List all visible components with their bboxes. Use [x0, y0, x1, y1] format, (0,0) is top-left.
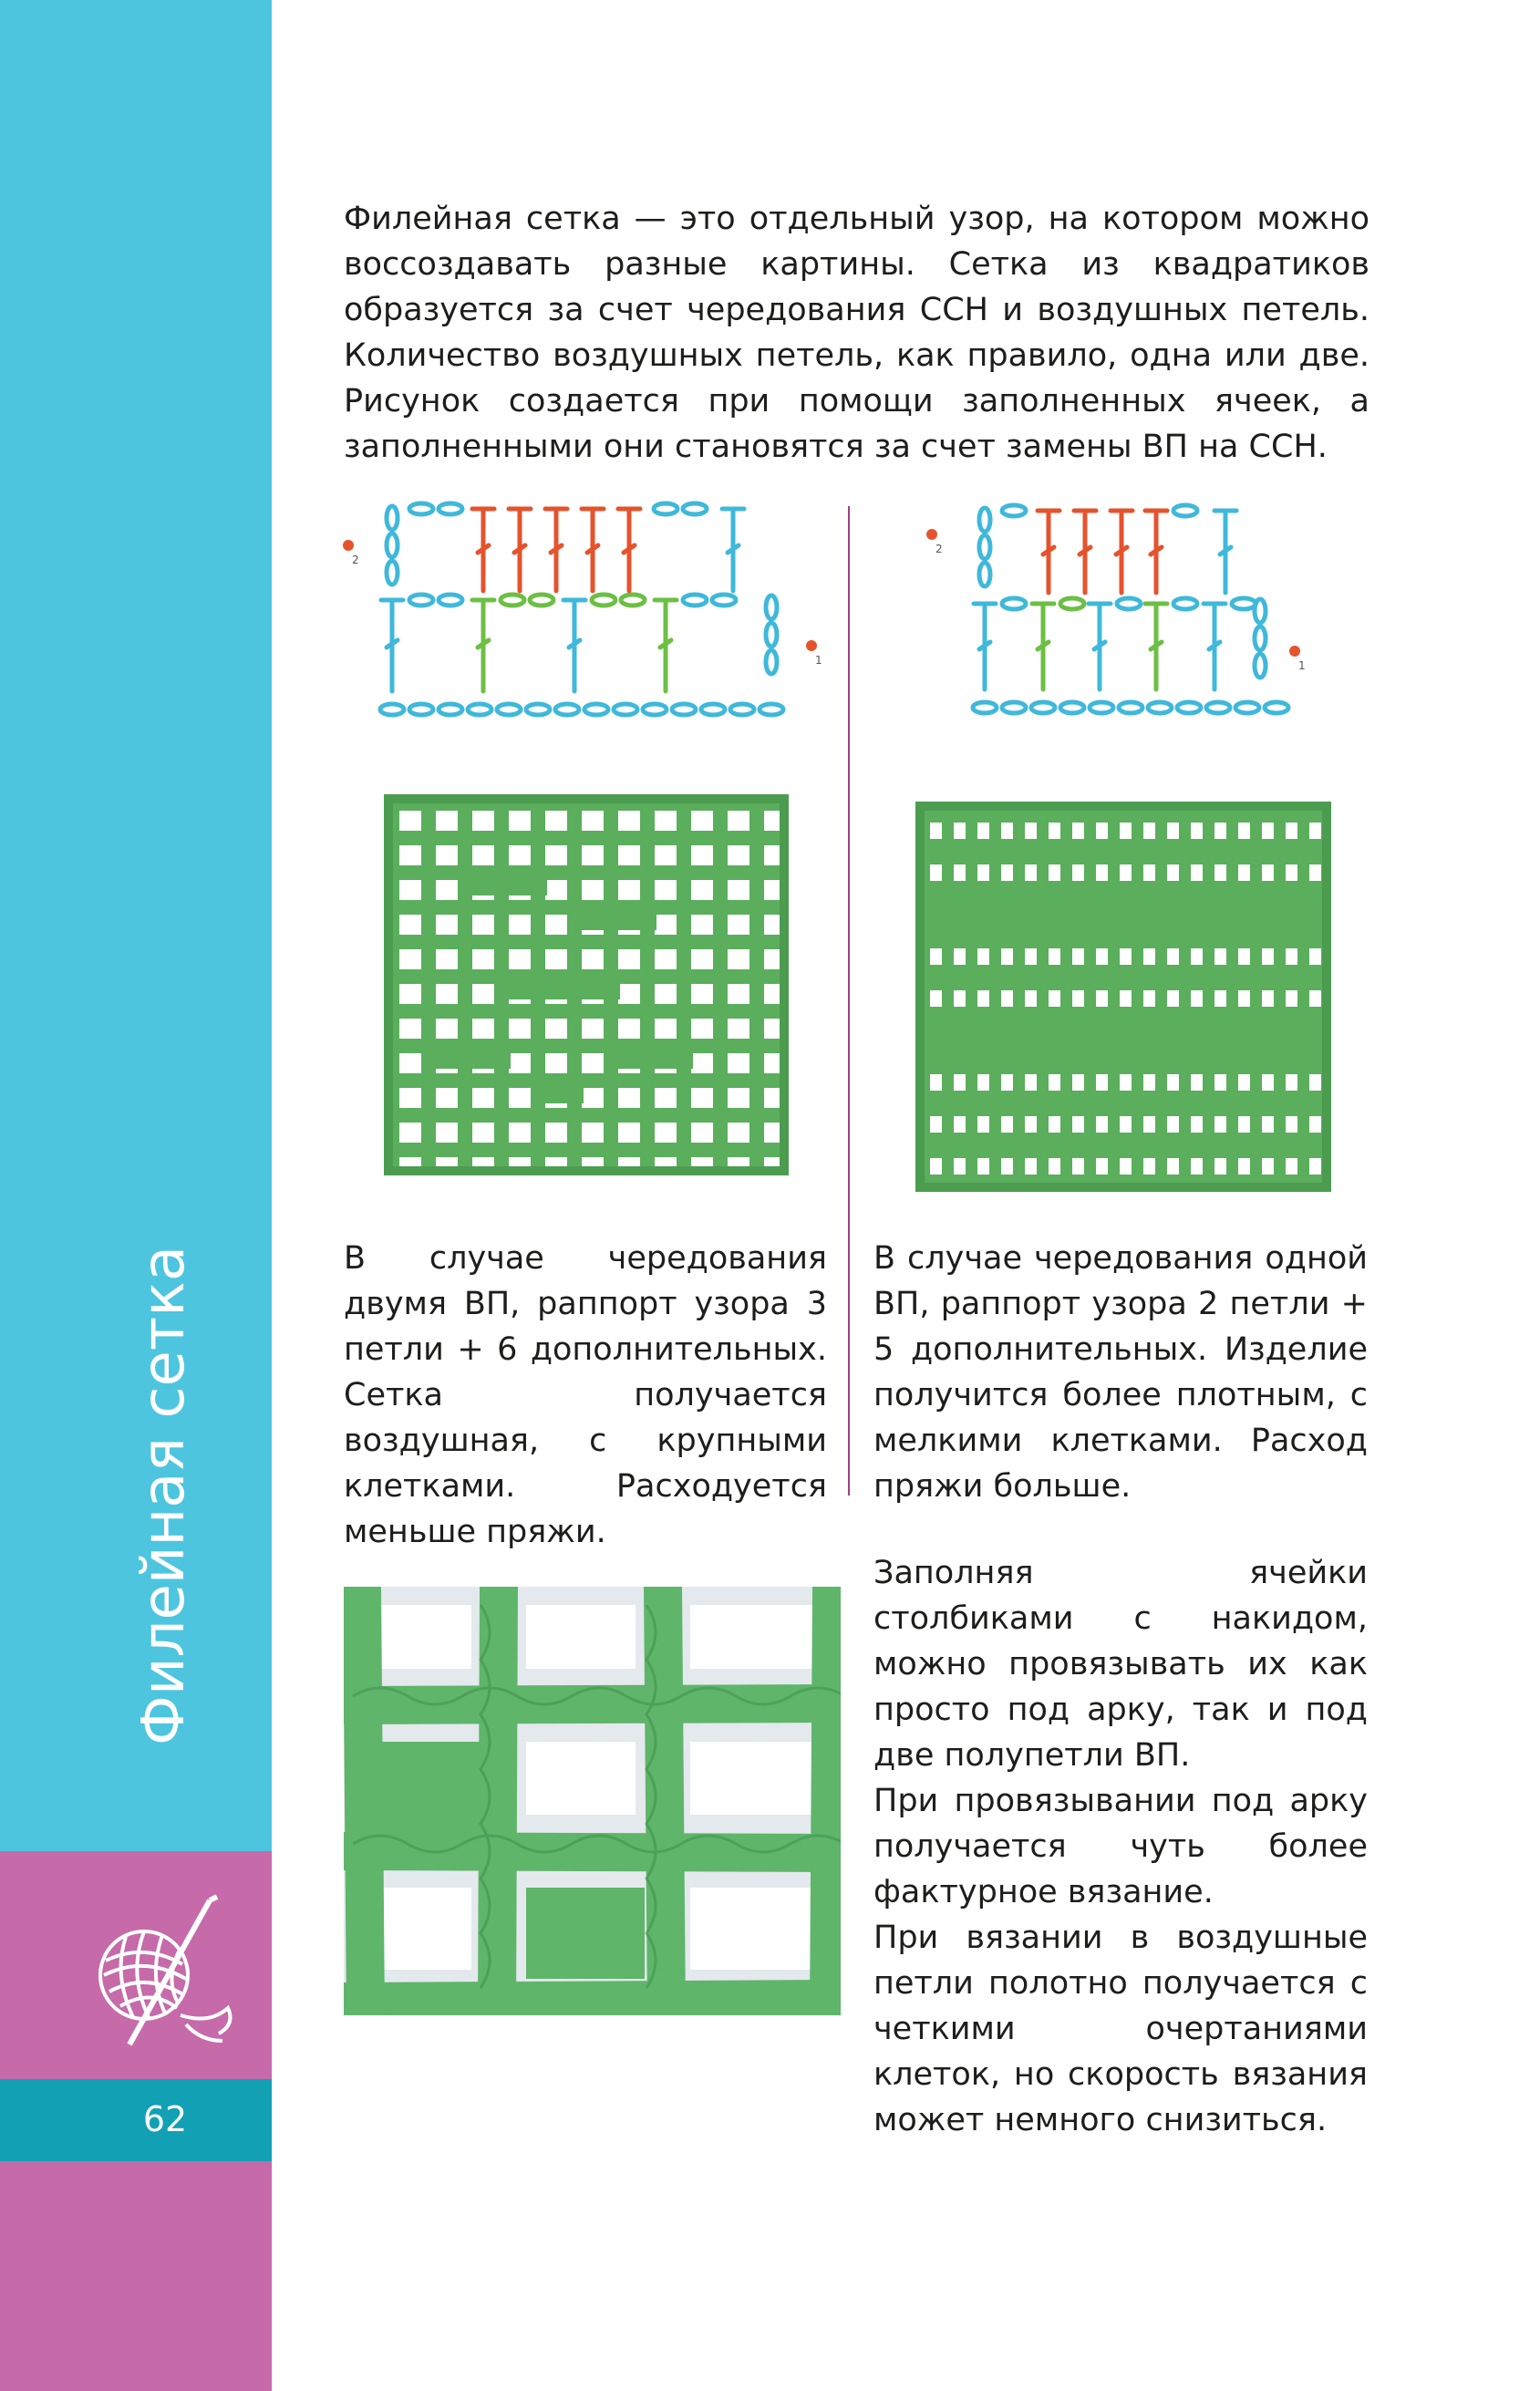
crochet-chart-one-chain: [921, 492, 1331, 720]
row-marker-dot: [1289, 646, 1300, 657]
intro-paragraph: Филейная сетка — это отдельный узор, на котором можно воссоздавать разные картины. Сетка из квадратиков образуется за счет чередования ССН и воздушных петель. Количество воздушных петель, как правило, одна или две. Рисунок создается при помощи заполненных ячеек, а заполненными они становятся за счет замены ВП на ССН.: [344, 201, 1369, 465]
side-paragraph: Заполняя ячейки столбиками с накидом, можно провязывать их как просто под арку, так и под две полупетли ВП.: [873, 1555, 1368, 1774]
crochet-chart-two-chains: [339, 500, 832, 728]
yarn-ball-icon: [73, 1888, 246, 2061]
side-paragraph: При провязывании под арку получается чуть более фактурное вязание.: [873, 1783, 1368, 1910]
swatch-small-mesh-photo: [915, 801, 1334, 1193]
foundation-chain: [380, 704, 783, 715]
page-number: 62: [142, 2099, 188, 2139]
sidebar-pink-footer: [0, 2161, 272, 2391]
row-1-label: 1: [1298, 659, 1306, 672]
side-text-block: [873, 1550, 1368, 2143]
sidebar: [0, 0, 272, 2391]
section-title: Филейная сетка: [130, 1245, 198, 1746]
row-2-label: 2: [935, 543, 943, 555]
side-paragraph: При вязании в воздушные петли полотно получается с четкими очертаниями клеток, но скорость вязания может немного снизиться.: [873, 1920, 1368, 2138]
swatch-closeup-photo: [344, 1587, 841, 2015]
row-1-label: 1: [815, 654, 822, 667]
caption-one-chain: В случае чередования одной ВП, раппорт узора 2 петли + 5 дополнительных. Изделие получится более плотным, с мелкими клетками. Расход пряжи больше.: [873, 1240, 1368, 1505]
row-marker-dot: [926, 529, 937, 540]
foundation-chain: [973, 702, 1288, 713]
row-2-label: 2: [352, 554, 359, 566]
column-divider: [848, 506, 850, 1496]
row-marker-dot: [343, 540, 354, 551]
swatch-large-mesh-photo: [381, 793, 791, 1176]
caption-two-chains: В случае чередования двумя ВП, раппорт узора 3 петли + 6 дополнительных. Сетка получается воздушная, с крупными клетками. Расходуется меньше пряжи.: [344, 1240, 827, 1550]
row-marker-dot: [806, 640, 817, 651]
